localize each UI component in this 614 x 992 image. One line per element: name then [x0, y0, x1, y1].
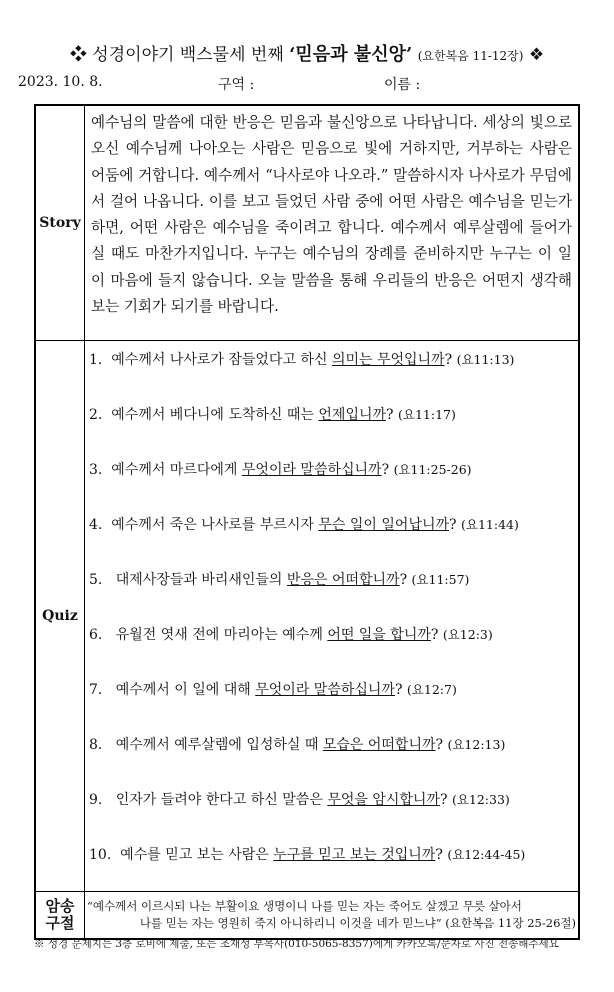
worksheet-table [34, 104, 580, 940]
name-label: 이름 : [384, 77, 421, 93]
title-prefix: 성경이야기 백스물세 번째 [92, 45, 284, 65]
memory-row [35, 892, 579, 940]
section-label: 구역 : [218, 77, 255, 93]
quiz-question: 3. 예수께서 마르다에게 무엇이라 말씀하십니까? (요11:25-26) [89, 462, 472, 478]
title-reference: (요한복음 11-12장) [417, 49, 524, 63]
story-label: Story [35, 105, 85, 341]
quiz-question: 10. 예수를 믿고 보는 사람은 누구를 믿고 보는 것입니까? (요12:44-45) [89, 847, 526, 863]
quiz-label: Quiz [35, 341, 85, 892]
quiz-question: 6. 유월전 엿새 전에 마리아는 예수께 어떤 일을 합니까? (요12:3) [89, 627, 493, 643]
title-main: ‘믿음과 불신앙’ [289, 44, 413, 65]
quiz-question: 8. 예수께서 예루살렘에 입성하실 때 모습은 어떠합니까? (요12:13) [89, 737, 506, 753]
memory-verse-line: “예수께서 이르시되 나는 부활이요 생명이니 나를 믿는 자는 죽어도 살겠고 무릇 살아서 [87, 899, 522, 913]
quiz-question: 2. 예수께서 베다니에 도착하신 때는 언제입니까? (요11:17) [89, 407, 456, 423]
diamond-bullet-icon: ❖ [528, 45, 545, 65]
quiz-question: 5. 대제사장들과 바리새인들의 반응은 어떠합니까? (요11:57) [89, 572, 470, 588]
diamond-bullet-icon: ❖ [69, 45, 87, 65]
memory-label: 암송 구절 [35, 892, 85, 940]
quiz-question: 7. 예수께서 이 일에 대해 무엇이라 말씀하십니까? (요12:7) [89, 682, 457, 698]
quiz-question: 1. 예수께서 나사로가 잠들었다고 하신 의미는 무엇입니까? (요11:13) [89, 352, 515, 368]
quiz-list [85, 341, 578, 891]
memory-verse [85, 892, 580, 940]
memory-verse-line: 나를 믿는 자는 영원히 죽지 아니하리니 이것을 네가 믿느냐” (요한복음 11장 25-26절) [139, 916, 576, 930]
quiz-row [35, 341, 579, 892]
story-row [35, 105, 579, 341]
quiz-question: 4. 예수께서 죽은 나사로를 부르시자 무슨 일이 일어납니까? (요11:44) [89, 517, 519, 533]
date: 2023. 10. 8. [18, 74, 103, 90]
submission-note: ※ 성경 문제지는 3층 로비에 제출, 또는 조재성 부목사(010-5065-8357)에게 카카오톡/문자로 사진 전송해주세요 [34, 938, 559, 950]
worksheet-title [0, 40, 614, 66]
story-text: 예수님의 말씀에 대한 반응은 믿음과 불신앙으로 나타납니다. 세상의 빛으로 오신 예수님께 나아오는 사람은 믿음으로 빛에 거하지만, 거부하는 사람은 어둠에 거합니다. 예수께서 “나사로야 나오라.” 말씀하시자 나사로가 무덤에서 걸어 나옵니다. 이를 보고 들었던 사람 중에 어떤 사람은 예수님을 믿는가 하면, 어떤 사람은 예수님을 죽이려고 합니다. 예수께서 예루살렘에 들어가실 때도 마찬가지입니다. 누구는 예수님의 장례를 준비하지만 누구는 이 일이 마음에 들지 않습니다. 오늘 말씀을 통해 우리들의 반응은 어떤지 생각해 보는 기회가 되기를 바랍니다. [85, 105, 580, 341]
quiz-question: 9. 인자가 들려야 한다고 하신 말씀은 무엇을 암시합니까? (요12:33) [89, 792, 510, 808]
quiz-cell [85, 341, 580, 892]
